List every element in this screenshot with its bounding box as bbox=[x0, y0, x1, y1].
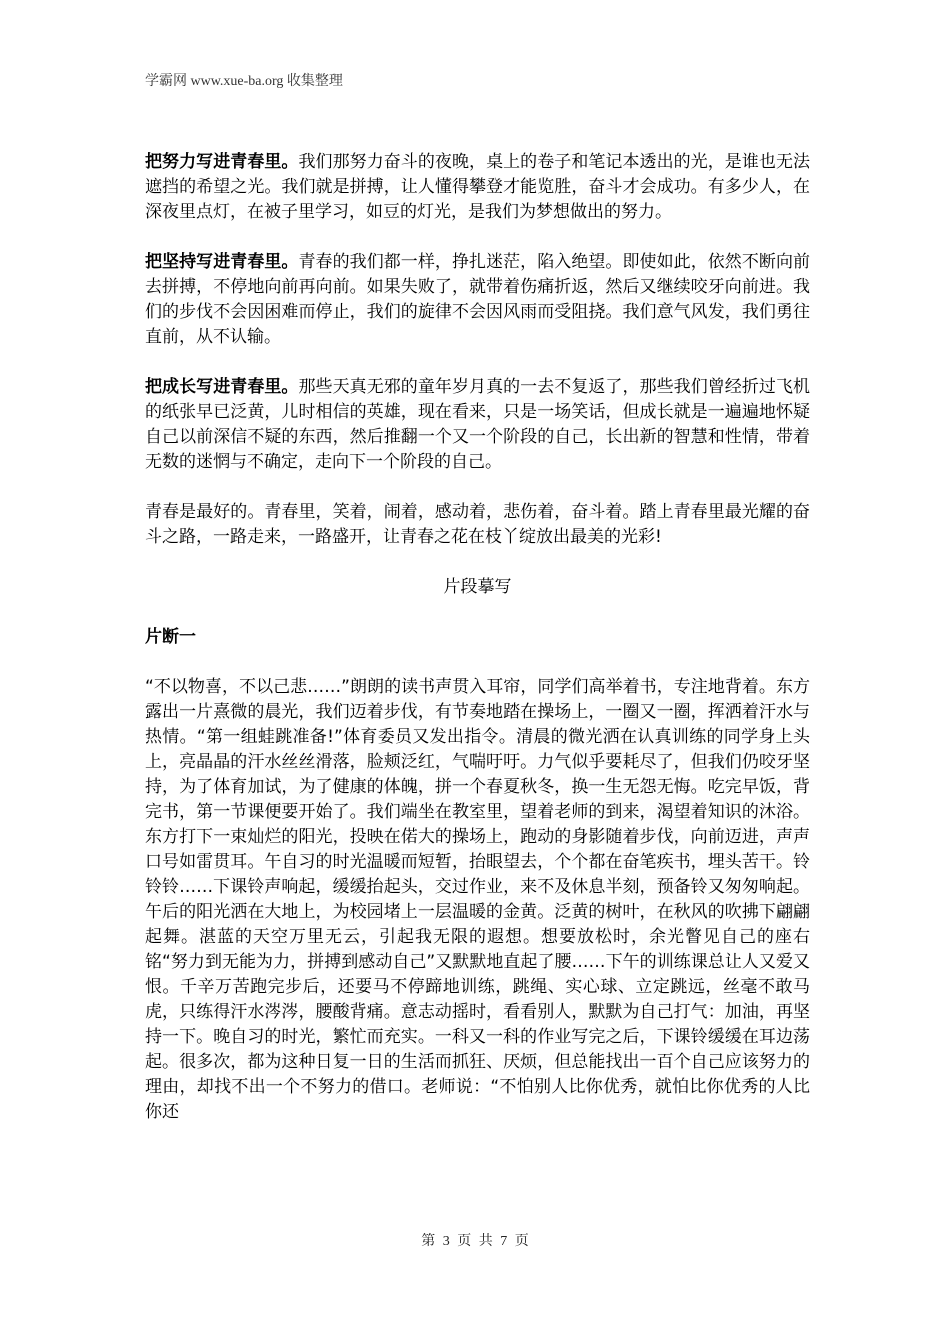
paragraph-lead: 把努力写进青春里。 bbox=[145, 152, 299, 172]
document-body bbox=[145, 150, 810, 1150]
paragraph-persistence bbox=[145, 250, 810, 350]
paragraph-text: 青春的我们都一样，挣扎迷茫，陷入绝望。即使如此，依然不断向前去拼搏，不停地向前再向前。如果失败了，就带着伤痛折返，然后又继续咬牙向前进。我们的步伐不会因困难而停止，我们的旋律不会因风雨而受阻挠。我们意气风发，我们勇往直前，从不认输。 bbox=[145, 252, 811, 347]
paragraph-text: 我们那努力奋斗的夜晚，桌上的卷子和笔记本透出的光，是谁也无法遮挡的希望之光。我们就是拼搏，让人懂得攀登才能览胜，奋斗才会成功。有多少人，在深夜里点灯，在被子里学习，如豆的灯光，是我们为梦想做出的努力。 bbox=[145, 152, 811, 222]
fragment-title: 片断一 bbox=[145, 627, 196, 647]
paragraph-text: 那些天真无邪的童年岁月真的一去不复返了，那些我们曾经折过飞机的纸张早已泛黄，儿时相信的英雄，现在看来，只是一场笑话，但成长就是一遍遍地怀疑自己以前深信不疑的东西，然后推翻一个又一个阶段的自己，长出新的智慧和性情，带着无数的迷惘与不确定，走向下一个阶段的自己。 bbox=[145, 377, 811, 472]
paragraph-conclusion bbox=[145, 500, 810, 550]
paragraph-growth bbox=[145, 375, 810, 475]
paragraph-lead: 把成长写进青春里。 bbox=[145, 377, 299, 397]
page-header: 学霸网 www.xue-ba.org 收集整理 bbox=[145, 74, 343, 89]
page-number: 第 3 页 共 7 页 bbox=[421, 1234, 529, 1249]
fragment-text: “不以物喜，不以己悲……”朗朗的读书声贯入耳帘，同学们高举着书，专注地背着。东方露出一片熹微的晨光，我们迈着步伐，有节奏地踏在操场上，一圈又一圈，挥洒着汗水与热情。“第一组蛙跳准备!”体育委员又发出指令。清晨的微光洒在认真训练的同学身上头上，亮晶晶的汗水丝丝滑落，脸颊泛红，气喘吁吁。力气似乎要耗尽了，但我们仍咬牙坚持，为了体育加试，为了健康的体魄，拼一个春夏秋冬，换一生无怨无悔。吃完早饭，背完书，第一节课便要开始了。我们端坐在教室里，望着老师的到来，渴望着知识的沐浴。东方打下一束灿烂的阳光，投映在偌大的操场上，跑动的身影随着步伐，向前迈进，声声口号如雷贯耳。午自习的时光温暖而短暂，抬眼望去，个个都在奋笔疾书，埋头苦干。铃铃铃……下课铃声响起，缓缓抬起头，交过作业，来不及休息半刻，预备铃又匆匆响起。午后的阳光洒在大地上，为校园堵上一层温暖的金黄。泛黄的树叶，在秋风的吹拂下翩翩起舞。湛蓝的天空万里无云，引起我无限的遐想。想要放松时，余光瞥见自己的座右铭“努力到无能为力，拼搏到感动自己”又默默地直起了腰……下午的训练课总让人又爱又恨。千辛万苦跑完步后，还要马不停蹄地训练，跳绳、实心球、立定跳远，丝毫不敢马虎，只练得汗水涔涔，腰酸背痛。意志动摇时，看看别人，默默为自己打气：加油，再坚持一下。晚自习的时光，繁忙而充实。一科又一科的作业写完之后，下课铃缓缓在耳边荡起。很多次，都为这种日复一日的生活而抓狂、厌烦，但总能找出一百个自己应该努力的理由，却找不出一个不努力的借口。老师说：“不怕别人比你优秀，就怕比你优秀的人比你还 bbox=[145, 677, 810, 1122]
paragraph-text: 青春是最好的。青春里，笑着，闹着，感动着，悲伤着，奋斗着。踏上青春里最光耀的奋斗之路，一路走来，一路盛开，让青春之花在枝丫绽放出最美的光彩! bbox=[145, 502, 810, 547]
paragraph-lead: 把坚持写进青春里。 bbox=[145, 252, 299, 272]
paragraph-effort bbox=[145, 150, 810, 225]
section-title: 片段摹写 bbox=[443, 577, 512, 597]
